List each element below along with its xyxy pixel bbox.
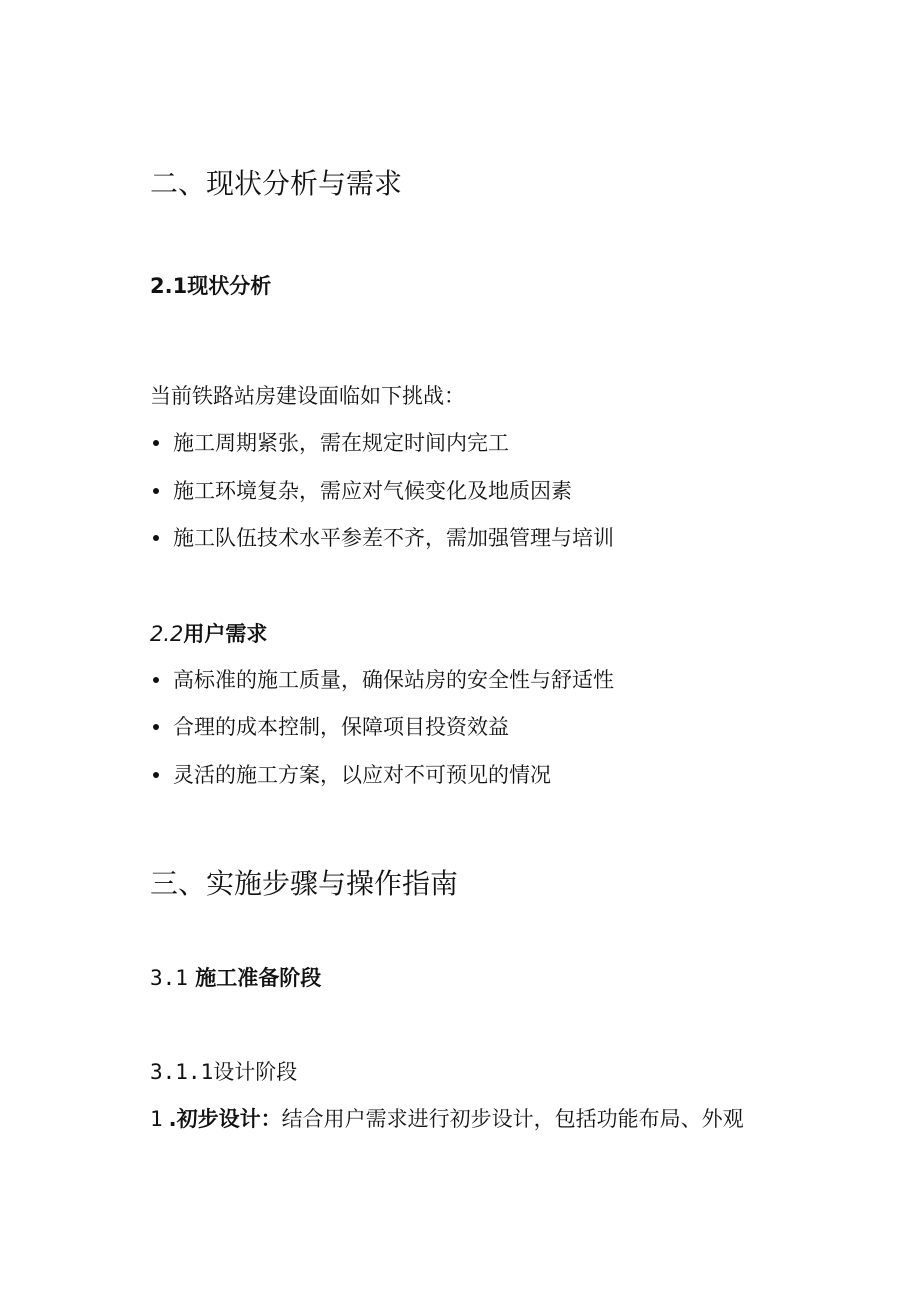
list-item-text: 高标准的施工质量，确保站房的安全性与舒适性 bbox=[173, 668, 614, 692]
bullet-icon bbox=[153, 535, 159, 541]
subsection-title: 用户需求 bbox=[183, 622, 268, 646]
subsection-2-2-heading bbox=[150, 620, 267, 648]
list-item bbox=[150, 713, 509, 741]
list-item bbox=[150, 477, 572, 505]
subsection-number: 3.1 bbox=[150, 966, 188, 990]
list-item-text: 灵活的施工方案，以应对不可预见的情况 bbox=[173, 763, 551, 787]
list-item bbox=[150, 524, 614, 552]
list-item-text: 施工周期紧张，需在规定时间内完工 bbox=[173, 431, 509, 455]
subsubsection-3-1-1-heading: 3.1.1设计阶段 bbox=[150, 1060, 298, 1084]
bullet-icon bbox=[153, 488, 159, 494]
numbered-item bbox=[150, 1105, 744, 1133]
item-lead: .初步设计： bbox=[168, 1107, 282, 1131]
list-item-text: 施工环境复杂，需应对气候变化及地质因素 bbox=[173, 479, 572, 503]
list-item bbox=[150, 761, 551, 789]
bullet-icon bbox=[153, 677, 159, 683]
list-item-text: 施工队伍技术水平参差不齐，需加强管理与培训 bbox=[173, 526, 614, 550]
intro-paragraph: 当前铁路站房建设面临如下挑战： bbox=[150, 384, 465, 408]
list-item-text: 合理的成本控制，保障项目投资效益 bbox=[173, 715, 509, 739]
subsection-number: 2.2 bbox=[150, 622, 184, 646]
item-text: 结合用户需求进行初步设计，包括功能布局、外观 bbox=[281, 1107, 744, 1131]
section-2-heading: 二、现状分析与需求 bbox=[150, 167, 403, 200]
subsection-2-1-heading: 2.1现状分析 bbox=[150, 274, 272, 298]
bullet-icon bbox=[153, 724, 159, 730]
bullet-icon bbox=[153, 772, 159, 778]
list-item bbox=[150, 429, 509, 457]
bullet-icon bbox=[153, 440, 159, 446]
list-item bbox=[150, 666, 614, 694]
subsection-3-1-heading bbox=[150, 964, 321, 992]
subsection-title: 施工准备阶段 bbox=[195, 966, 322, 990]
item-number: 1 bbox=[150, 1107, 163, 1131]
section-3-heading: 三、实施步骤与操作指南 bbox=[150, 867, 459, 900]
